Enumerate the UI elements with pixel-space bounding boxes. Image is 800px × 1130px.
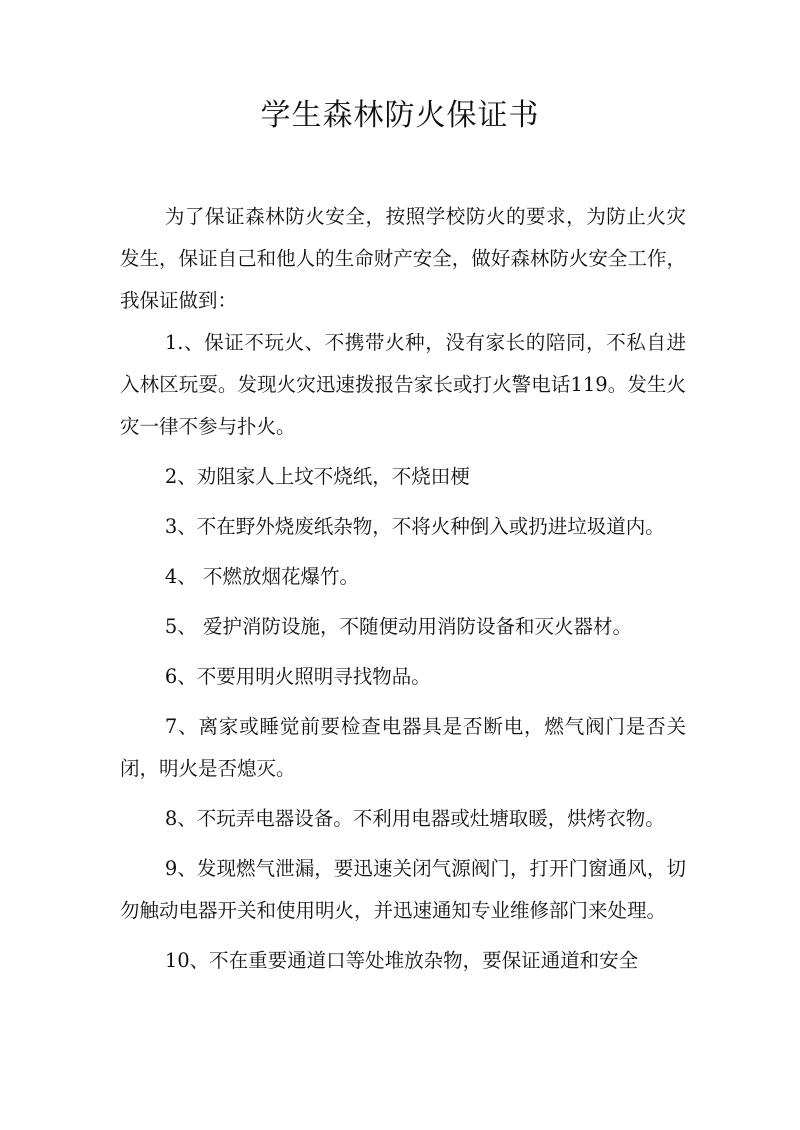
pledge-item-2: 2、劝阻家人上坟不烧纸，不烧田梗 xyxy=(164,465,470,488)
pledge-item-7: 7、离家或睡觉前要检查电器具是否断电，燃气阀门是否关闭，明火是否熄灭。 xyxy=(120,715,686,780)
intro-paragraph: 为了保证森林防火安全，按照学校防火的要求，为防止火灾发生，保证自己和他人的生命财产安全，做好森林防火安全工作，我保证做到： xyxy=(120,205,686,312)
document-title: 学生森林防火保证书 xyxy=(260,98,540,133)
pledge-item-10: 10、不在重要通道口等处堆放杂物，要保证通道和安全 xyxy=(164,949,639,972)
pledge-item-3: 3、不在野外烧废纸杂物，不将火种倒入或扔进垃圾道内。 xyxy=(164,515,665,538)
document-body xyxy=(120,196,686,982)
pledge-item-5: 5、 爱护消防设施，不随便动用消防设备和灭火器材。 xyxy=(164,615,632,638)
pledge-item-6: 6、不要用明火照明寻找物品。 xyxy=(164,665,431,688)
pledge-item-4: 4、 不燃放烟花爆竹。 xyxy=(164,565,359,588)
pledge-item-1: 1.、保证不玩火、不携带火种，没有家长的陪同，不私自进入林区玩耍。发现火灾迅速拨报告家长或打火警电话119。发生火灾一律不参与扑火。 xyxy=(120,331,686,438)
pledge-item-9: 9、发现燃气泄漏，要迅速关闭气源阀门，打开门窗通风，切勿触动电器开关和使用明火，并迅速通知专业维修部门来处理。 xyxy=(120,857,686,922)
pledge-item-8: 8、不玩弄电器设备。不利用电器或灶塘取暖，烘烤衣物。 xyxy=(164,807,665,830)
